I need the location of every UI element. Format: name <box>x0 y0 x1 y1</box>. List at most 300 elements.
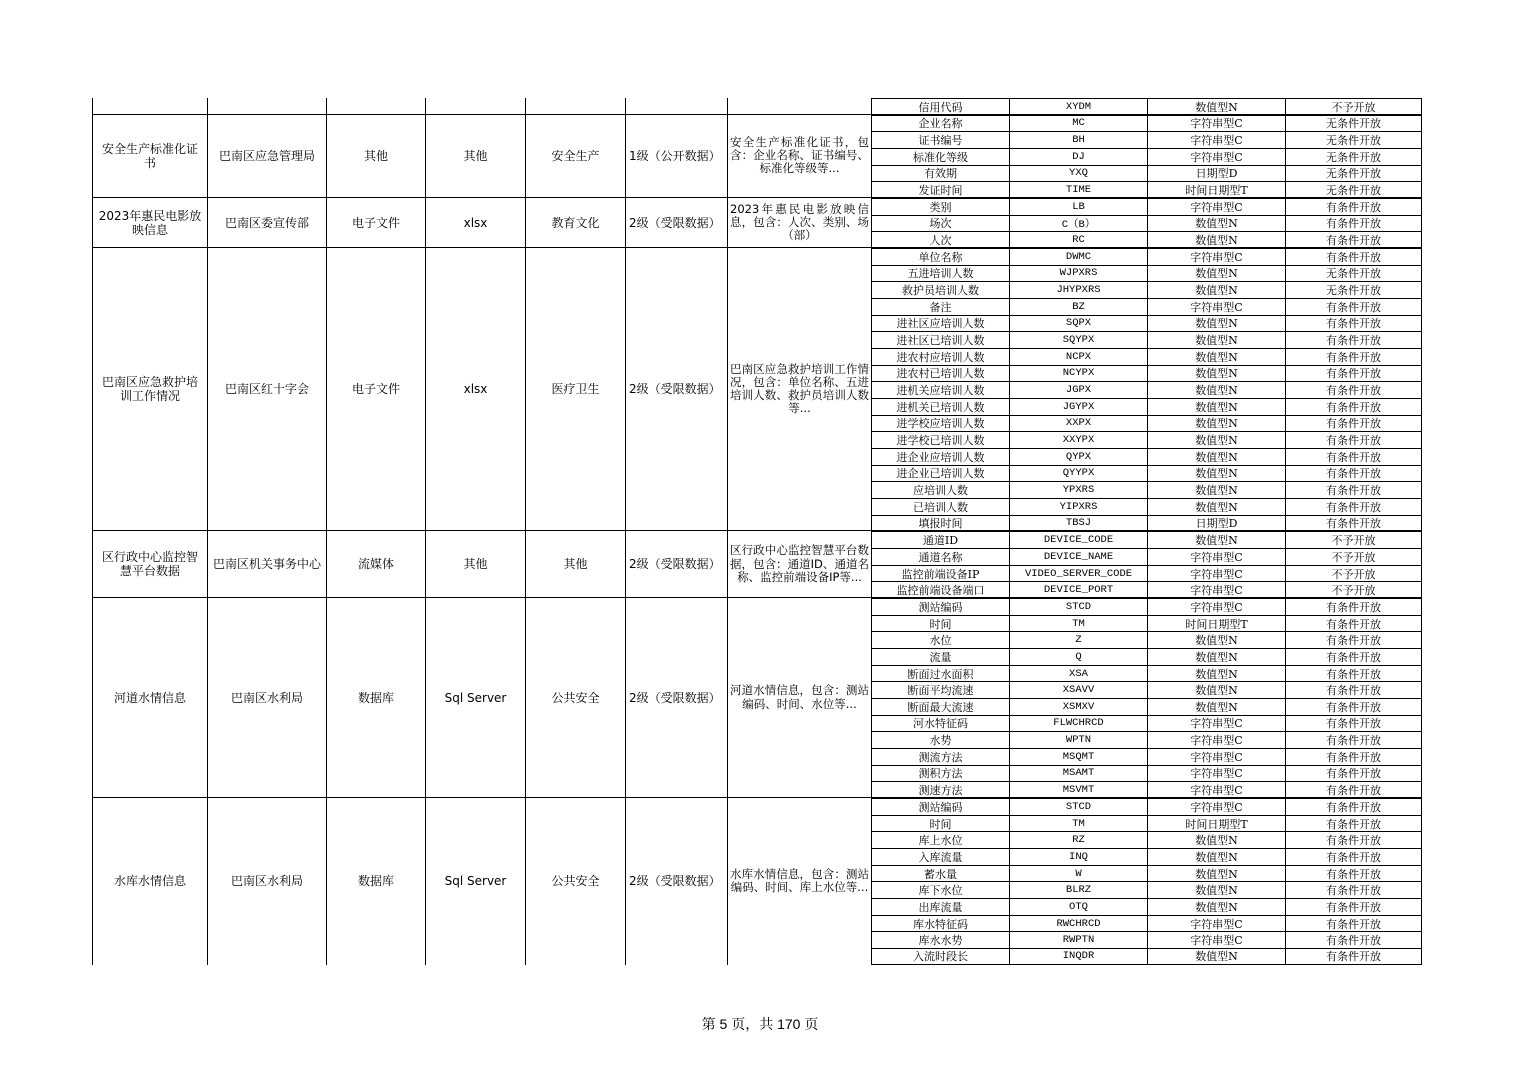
field-code: Z <box>1009 632 1147 648</box>
field-row <box>872 598 1421 615</box>
field-name: 库水特征码 <box>913 917 968 931</box>
field-datatype: 字符串型C <box>1147 549 1285 565</box>
record-category: 安全生产 <box>525 115 625 197</box>
record-name <box>92 98 207 114</box>
field-name: 人次 <box>929 234 952 248</box>
field-datatype: 数值型N <box>1147 699 1285 715</box>
field-code: MSAMT <box>1009 766 1147 782</box>
field-datatype: 数值型N <box>1147 649 1285 665</box>
field-code: NCPX <box>1009 349 1147 365</box>
field-code: RWPTN <box>1009 932 1147 948</box>
field-name: 进企业应培训人数 <box>896 450 985 464</box>
field-open-type: 有条件开放 <box>1285 899 1421 915</box>
record-type: 其他 <box>425 115 525 197</box>
record-format: 其他 <box>326 115 425 197</box>
field-name: 备注 <box>929 300 952 314</box>
field-open-type: 有条件开放 <box>1285 199 1421 215</box>
field-row <box>872 931 1421 948</box>
field-open-type: 有条件开放 <box>1285 399 1421 415</box>
field-open-type: 有条件开放 <box>1285 516 1421 532</box>
field-row <box>872 648 1421 665</box>
field-open-type: 有条件开放 <box>1285 649 1421 665</box>
field-code: TM <box>1009 616 1147 632</box>
field-name: 进企业已培训人数 <box>896 467 985 481</box>
record-department: 巴南区水利局 <box>207 798 326 965</box>
field-row <box>872 181 1421 198</box>
field-list <box>871 98 1422 114</box>
field-name: 测速方法 <box>918 784 963 798</box>
field-datatype: 字符串型C <box>1147 249 1285 265</box>
field-open-type: 有条件开放 <box>1285 916 1421 932</box>
field-datatype: 数值型N <box>1147 366 1285 382</box>
field-open-type: 有条件开放 <box>1285 216 1421 232</box>
field-name: 库下水位 <box>918 884 963 898</box>
field-datatype: 数值型N <box>1147 316 1285 332</box>
record-row <box>92 531 1422 598</box>
record-level: 2级（受限数据） <box>625 798 727 965</box>
field-row <box>872 465 1421 482</box>
field-open-type: 有条件开放 <box>1285 466 1421 482</box>
field-row <box>872 581 1421 598</box>
field-datatype: 字符串型C <box>1147 932 1285 948</box>
field-row <box>872 715 1421 732</box>
field-row <box>872 481 1421 498</box>
field-code: RC <box>1009 232 1147 248</box>
field-open-type: 有条件开放 <box>1285 682 1421 698</box>
field-name: 已培训人数 <box>913 500 968 514</box>
field-datatype: 字符串型C <box>1147 766 1285 782</box>
field-code: TBSJ <box>1009 516 1147 532</box>
field-datatype: 数值型N <box>1147 432 1285 448</box>
record-row <box>92 798 1422 965</box>
field-row <box>872 148 1421 165</box>
record-format: 电子文件 <box>326 198 425 247</box>
field-datatype: 数值型N <box>1147 849 1285 865</box>
field-open-type: 有条件开放 <box>1285 482 1421 498</box>
record-department: 巴南区红十字会 <box>207 248 326 530</box>
field-datatype: 数值型N <box>1147 632 1285 648</box>
field-datatype: 数值型N <box>1147 266 1285 282</box>
field-code: Q <box>1009 649 1147 665</box>
field-open-type: 无条件开放 <box>1285 116 1421 132</box>
field-row <box>872 365 1421 382</box>
record-level: 1级（公开数据） <box>625 115 727 197</box>
field-code: TM <box>1009 816 1147 832</box>
field-row <box>872 498 1421 515</box>
field-code: TIME <box>1009 182 1147 198</box>
field-open-type: 有条件开放 <box>1285 416 1421 432</box>
field-open-type: 有条件开放 <box>1285 816 1421 832</box>
record-description: 河道水情信息，包含：测站编码、时间、水位等... <box>727 598 871 797</box>
field-datatype: 数值型N <box>1147 332 1285 348</box>
record-category: 公共安全 <box>525 798 625 965</box>
field-row <box>872 631 1421 648</box>
field-name: 企业名称 <box>918 117 963 131</box>
field-code: MSQMT <box>1009 749 1147 765</box>
field-row <box>872 831 1421 848</box>
field-code: DEVICE_CODE <box>1009 532 1147 548</box>
field-code: MSVMT <box>1009 782 1147 798</box>
record-type: xlsx <box>425 248 525 530</box>
record-category: 其他 <box>525 531 625 597</box>
field-datatype: 时间日期型T <box>1147 182 1285 198</box>
record-department: 巴南区应急管理局 <box>207 115 326 197</box>
field-datatype: 数值型N <box>1147 282 1285 298</box>
field-code: XXYPX <box>1009 432 1147 448</box>
field-code: JGPX <box>1009 382 1147 398</box>
field-name: 断面最大流速 <box>907 700 974 714</box>
field-datatype: 数值型N <box>1147 399 1285 415</box>
field-row <box>872 898 1421 915</box>
field-open-type: 有条件开放 <box>1285 799 1421 815</box>
field-row <box>872 548 1421 565</box>
field-row <box>872 881 1421 898</box>
field-open-type: 有条件开放 <box>1285 249 1421 265</box>
page-footer: 第 5 页，共 170 页 <box>701 1016 819 1032</box>
field-open-type: 有条件开放 <box>1285 332 1421 348</box>
field-name: 测流方法 <box>918 750 963 764</box>
record-type <box>425 98 525 114</box>
field-datatype: 数值型N <box>1147 882 1285 898</box>
field-open-type: 有条件开放 <box>1285 316 1421 332</box>
record-row <box>92 115 1422 198</box>
field-row <box>872 331 1421 348</box>
field-name: 测积方法 <box>918 767 963 781</box>
field-row <box>872 231 1421 248</box>
field-open-type: 有条件开放 <box>1285 666 1421 682</box>
field-code: DEVICE_PORT <box>1009 582 1147 598</box>
field-datatype: 数值型N <box>1147 899 1285 915</box>
field-name: 入库流量 <box>918 850 963 864</box>
field-code: WPTN <box>1009 732 1147 748</box>
field-row <box>872 348 1421 365</box>
field-open-type: 无条件开放 <box>1285 132 1421 148</box>
record-department <box>207 98 326 114</box>
field-code: OTQ <box>1009 899 1147 915</box>
field-open-type: 不予开放 <box>1285 582 1421 598</box>
field-open-type: 有条件开放 <box>1285 932 1421 948</box>
field-row <box>872 398 1421 415</box>
field-name: 测站编码 <box>918 600 963 614</box>
record-row <box>92 98 1422 115</box>
record-type: 其他 <box>425 531 525 597</box>
field-open-type: 有条件开放 <box>1285 732 1421 748</box>
field-code: SQYPX <box>1009 332 1147 348</box>
field-row <box>872 948 1421 965</box>
field-row <box>872 915 1421 932</box>
field-name: 监控前端设备端口 <box>896 584 985 598</box>
field-list <box>871 798 1422 965</box>
field-row <box>872 731 1421 748</box>
record-level: 2级（受限数据） <box>625 598 727 797</box>
field-datatype: 字符串型C <box>1147 582 1285 598</box>
record-format: 数据库 <box>326 798 425 965</box>
record-level: 2级（受限数据） <box>625 248 727 530</box>
field-open-type: 有条件开放 <box>1285 849 1421 865</box>
field-datatype: 字符串型C <box>1147 716 1285 732</box>
record-category: 公共安全 <box>525 598 625 797</box>
field-row <box>872 98 1421 115</box>
field-name: 时间 <box>929 617 952 631</box>
field-datatype: 数值型N <box>1147 449 1285 465</box>
field-code: C（B） <box>1009 216 1147 232</box>
field-open-type: 有条件开放 <box>1285 499 1421 515</box>
field-row <box>872 765 1421 782</box>
field-open-type: 有条件开放 <box>1285 366 1421 382</box>
field-row <box>872 131 1421 148</box>
field-open-type: 有条件开放 <box>1285 382 1421 398</box>
field-name: 进农村已培训人数 <box>896 367 985 381</box>
field-code: YPXRS <box>1009 482 1147 498</box>
field-datatype: 字符串型C <box>1147 566 1285 582</box>
field-row <box>872 448 1421 465</box>
record-level: 2级（受限数据） <box>625 531 727 597</box>
field-row <box>872 298 1421 315</box>
field-row <box>872 865 1421 882</box>
field-datatype: 日期型D <box>1147 166 1285 182</box>
record-category <box>525 98 625 114</box>
field-datatype: 字符串型C <box>1147 149 1285 165</box>
field-datatype: 数值型N <box>1147 216 1285 232</box>
record-format <box>326 98 425 114</box>
field-datatype: 字符串型C <box>1147 782 1285 798</box>
field-name: 标准化等级 <box>913 150 968 164</box>
field-row <box>872 431 1421 448</box>
field-name: 河水特征码 <box>913 717 968 731</box>
field-code: XSAVV <box>1009 682 1147 698</box>
field-row <box>872 798 1421 815</box>
field-code: SQPX <box>1009 316 1147 332</box>
field-code: BLRZ <box>1009 882 1147 898</box>
field-open-type: 有条件开放 <box>1285 866 1421 882</box>
field-open-type: 有条件开放 <box>1285 782 1421 798</box>
field-code: DEVICE_NAME <box>1009 549 1147 565</box>
field-code: INQ <box>1009 849 1147 865</box>
field-datatype: 字符串型C <box>1147 132 1285 148</box>
field-code: JHYPXRS <box>1009 282 1147 298</box>
field-name: 蓄水量 <box>924 867 957 881</box>
field-row <box>872 848 1421 865</box>
field-datatype: 字符串型C <box>1147 116 1285 132</box>
field-datatype: 数值型N <box>1147 466 1285 482</box>
field-name: 进学校应培训人数 <box>896 417 985 431</box>
field-code: WJPXRS <box>1009 266 1147 282</box>
field-name: 水位 <box>929 634 952 648</box>
field-datatype: 字符串型C <box>1147 749 1285 765</box>
field-code: DWMC <box>1009 249 1147 265</box>
field-code: QYYPX <box>1009 466 1147 482</box>
field-name: 流量 <box>929 650 952 664</box>
field-datatype: 字符串型C <box>1147 299 1285 315</box>
field-code: XYDM <box>1009 99 1147 115</box>
field-row <box>872 615 1421 632</box>
field-open-type: 有条件开放 <box>1285 299 1421 315</box>
field-row <box>872 515 1421 532</box>
field-name: 入流时段长 <box>913 950 968 964</box>
field-code: QYPX <box>1009 449 1147 465</box>
field-open-type: 有条件开放 <box>1285 632 1421 648</box>
field-open-type: 有条件开放 <box>1285 432 1421 448</box>
field-row <box>872 315 1421 332</box>
record-name: 水库水情信息 <box>92 798 207 965</box>
field-open-type: 有条件开放 <box>1285 599 1421 615</box>
record-department: 巴南区机关事务中心 <box>207 531 326 597</box>
field-row <box>872 415 1421 432</box>
field-datatype: 数值型N <box>1147 232 1285 248</box>
field-name: 水势 <box>929 734 952 748</box>
field-code: RWCHRCD <box>1009 916 1147 932</box>
record-description: 安全生产标准化证书，包含：企业名称、证书编号、标准化等级等... <box>727 115 871 197</box>
field-datatype: 字符串型C <box>1147 599 1285 615</box>
field-name: 断面平均流速 <box>907 684 974 698</box>
record-name: 区行政中心监控智慧平台数据 <box>92 531 207 597</box>
field-code: STCD <box>1009 799 1147 815</box>
field-name: 救护员培训人数 <box>902 284 979 298</box>
field-name: 库水水势 <box>918 934 963 948</box>
field-datatype: 时间日期型T <box>1147 616 1285 632</box>
field-code: INQDR <box>1009 949 1147 964</box>
record-type: Sql Server <box>425 598 525 797</box>
field-name: 进学校已培训人数 <box>896 434 985 448</box>
field-open-type: 有条件开放 <box>1285 949 1421 964</box>
field-open-type: 有条件开放 <box>1285 232 1421 248</box>
field-open-type: 无条件开放 <box>1285 182 1421 198</box>
field-datatype: 字符串型C <box>1147 732 1285 748</box>
field-name: 进机关已培训人数 <box>896 400 985 414</box>
field-name: 出库流量 <box>918 900 963 914</box>
field-row <box>872 565 1421 582</box>
field-name: 填报时间 <box>918 517 963 531</box>
record-department: 巴南区水利局 <box>207 598 326 797</box>
record-name: 安全生产标准化证书 <box>92 115 207 197</box>
field-row <box>872 665 1421 682</box>
field-open-type: 不予开放 <box>1285 99 1421 115</box>
field-open-type: 有条件开放 <box>1285 349 1421 365</box>
field-datatype: 字符串型C <box>1147 199 1285 215</box>
catalog-table <box>92 98 1422 965</box>
field-code: STCD <box>1009 599 1147 615</box>
field-open-type: 无条件开放 <box>1285 149 1421 165</box>
record-department: 巴南区委宣传部 <box>207 198 326 247</box>
record-format: 电子文件 <box>326 248 425 530</box>
field-row <box>872 281 1421 298</box>
record-row <box>92 248 1422 531</box>
field-code: DJ <box>1009 149 1147 165</box>
field-row <box>872 198 1421 215</box>
field-datatype: 数值型N <box>1147 532 1285 548</box>
field-row <box>872 381 1421 398</box>
record-description: 水库水情信息，包含：测站编码、时间、库上水位等... <box>727 798 871 965</box>
field-name: 通道ID <box>922 534 959 548</box>
field-name: 五进培训人数 <box>907 267 974 281</box>
field-list <box>871 248 1422 530</box>
field-code: XSMXV <box>1009 699 1147 715</box>
record-description: 区行政中心监控智慧平台数据，包含：通道ID、通道名称、监控前端设备IP等... <box>727 531 871 597</box>
field-open-type: 有条件开放 <box>1285 449 1421 465</box>
record-name: 巴南区应急救护培训工作情况 <box>92 248 207 530</box>
record-name: 2023年惠民电影放映信息 <box>92 198 207 247</box>
field-code: XXPX <box>1009 416 1147 432</box>
field-name: 时间 <box>929 817 952 831</box>
field-code: XSA <box>1009 666 1147 682</box>
field-open-type: 有条件开放 <box>1285 832 1421 848</box>
field-open-type: 有条件开放 <box>1285 716 1421 732</box>
field-name: 信用代码 <box>918 100 963 114</box>
field-row <box>872 748 1421 765</box>
field-datatype: 时间日期型T <box>1147 816 1285 832</box>
field-name: 进社区应培训人数 <box>896 317 985 331</box>
field-name: 进农村应培训人数 <box>896 350 985 364</box>
field-row <box>872 815 1421 832</box>
record-type: xlsx <box>425 198 525 247</box>
field-datatype: 数值型N <box>1147 482 1285 498</box>
record-category: 医疗卫生 <box>525 248 625 530</box>
field-datatype: 数值型N <box>1147 866 1285 882</box>
field-name: 测站编码 <box>918 800 963 814</box>
field-row <box>872 531 1421 548</box>
field-list <box>871 115 1422 197</box>
record-description <box>727 98 871 114</box>
field-datatype: 数值型N <box>1147 416 1285 432</box>
field-datatype: 数值型N <box>1147 349 1285 365</box>
field-open-type: 有条件开放 <box>1285 616 1421 632</box>
field-row <box>872 681 1421 698</box>
field-code: BH <box>1009 132 1147 148</box>
record-level <box>625 98 727 114</box>
field-datatype: 数值型N <box>1147 666 1285 682</box>
field-name: 发证时间 <box>918 184 963 198</box>
record-description: 巴南区应急救护培训工作情况，包含：单位名称、五进培训人数、救护员培训人数等... <box>727 248 871 530</box>
field-code: BZ <box>1009 299 1147 315</box>
field-open-type: 有条件开放 <box>1285 749 1421 765</box>
field-name: 有效期 <box>924 167 957 181</box>
field-code: JGYPX <box>1009 399 1147 415</box>
field-list <box>871 598 1422 797</box>
record-row <box>92 198 1422 248</box>
field-code: VIDEO_SERVER_CODE <box>1009 566 1147 582</box>
field-list <box>871 531 1422 597</box>
field-open-type: 有条件开放 <box>1285 766 1421 782</box>
record-row <box>92 598 1422 798</box>
field-list <box>871 198 1422 247</box>
field-name: 场次 <box>929 217 952 231</box>
record-category: 教育文化 <box>525 198 625 247</box>
field-name: 类别 <box>929 200 952 214</box>
field-row <box>872 781 1421 798</box>
field-open-type: 不予开放 <box>1285 566 1421 582</box>
field-datatype: 数值型N <box>1147 99 1285 115</box>
field-name: 证书编号 <box>918 134 963 148</box>
record-format: 数据库 <box>326 598 425 797</box>
record-type: Sql Server <box>425 798 525 965</box>
field-datatype: 数值型N <box>1147 382 1285 398</box>
field-open-type: 有条件开放 <box>1285 882 1421 898</box>
field-code: MC <box>1009 116 1147 132</box>
record-description: 2023年惠民电影放映信息，包含：人次、类别、场（部） <box>727 198 871 247</box>
field-name: 库上水位 <box>918 834 963 848</box>
field-open-type: 不予开放 <box>1285 532 1421 548</box>
field-datatype: 数值型N <box>1147 499 1285 515</box>
field-open-type: 有条件开放 <box>1285 699 1421 715</box>
record-level: 2级（受限数据） <box>625 198 727 247</box>
field-row <box>872 698 1421 715</box>
field-row <box>872 115 1421 132</box>
field-row <box>872 215 1421 232</box>
field-name: 应培训人数 <box>913 484 968 498</box>
field-name: 通道名称 <box>918 550 963 564</box>
field-code: YIPXRS <box>1009 499 1147 515</box>
field-code: LB <box>1009 199 1147 215</box>
